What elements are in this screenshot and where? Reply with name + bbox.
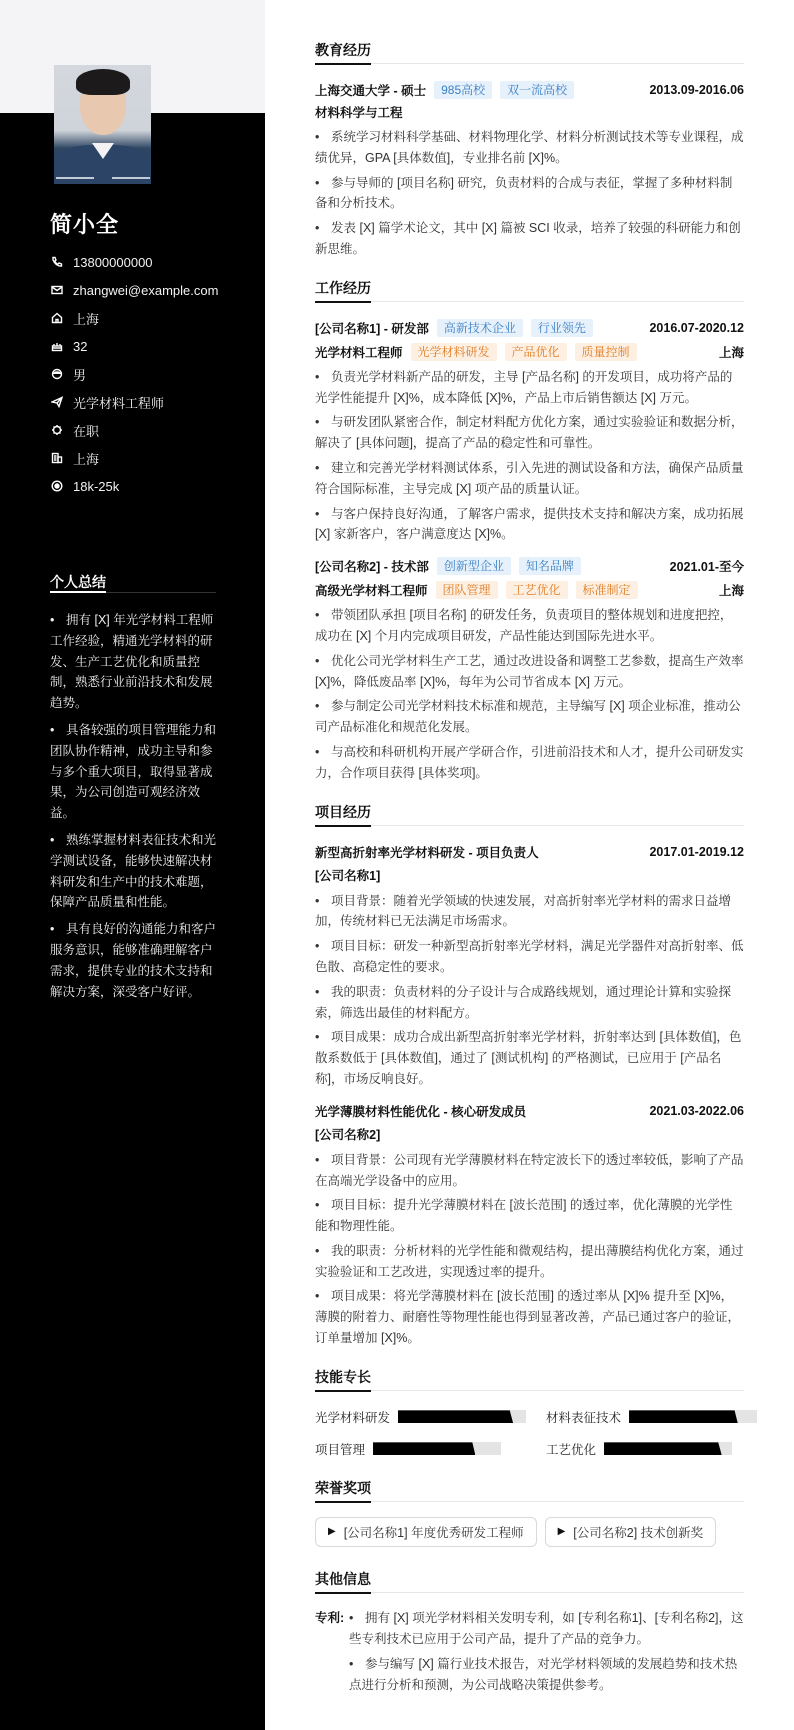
building-icon [50, 451, 64, 465]
candidate-name: 简小全 [50, 212, 120, 237]
section-title: 工作经历 [315, 279, 371, 296]
list-item: • 项目目标：研发一种新型高折射率光学材料，满足光学器件对高折射率、低色散、高稳定性的要求。 [315, 939, 744, 974]
work-entry [315, 317, 744, 545]
award-item[interactable]: ▶ [公司名称2] 技术创新奖 [545, 1517, 717, 1547]
list-item: • 项目目标：提升光学薄膜材料在 [波长范围] 的透过率，优化薄膜的光学性能和物理性能。 [315, 1198, 733, 1234]
project-company: [公司名称2] [315, 1127, 381, 1142]
contact-gender: 男 [50, 360, 218, 388]
date-range: 2021.03-2022.06 [649, 1103, 744, 1118]
gender-icon [50, 367, 64, 381]
list-item: • 参与导师的 [项目名称] 研究，负责材料的合成与表征，掌握了多种材料制备和分析技术。 [315, 175, 733, 211]
divider [315, 1501, 744, 1503]
job-title: 高级光学材料工程师 [315, 584, 428, 599]
send-icon [50, 395, 64, 409]
contact-position: 光学材料工程师 [50, 388, 218, 416]
award-item[interactable]: ▶ [公司名称1] 年度优秀研发工程师 [315, 1517, 537, 1547]
list-item: • 具有良好的沟通能力和客户服务意识，能够准确理解客户需求，提供专业的技术支持和解决方案，深受客户好评。 [50, 922, 217, 999]
divider [315, 63, 744, 65]
patent-label: 专利: [315, 1610, 345, 1625]
skill-item: 材料表征技术 [546, 1406, 757, 1428]
phone-icon [50, 255, 64, 269]
contact-email: zhangwei@example.com [50, 276, 218, 304]
job-location: 上海 [718, 584, 744, 599]
company-tag: 知名品牌 [519, 557, 581, 575]
summary-list [50, 610, 216, 1008]
list-item: • 熟练掌握材料表征技术和光学测试设备，能够快速解决材料研发和生产中的技术难题，保障产品质量和性能。 [50, 832, 217, 910]
divider [315, 1592, 744, 1594]
section-title: 荣誉奖项 [315, 1479, 371, 1496]
work-section [315, 278, 744, 784]
skill-item: 工艺优化 [546, 1438, 757, 1460]
role-tag: 质量控制 [575, 343, 637, 361]
contact-salary: 18k-25k [50, 472, 218, 500]
contact-status: 在职 [50, 416, 218, 444]
project-entry [315, 1100, 744, 1349]
list-item: • 系统学习材料科学基础、材料物理化学、材料分析测试技术等专业课程，成绩优异，GPA [具体数值]，专业排名前 [X]%。 [315, 130, 744, 165]
list-item: • 负责光学材料新产品的研发，主导 [产品名称] 的开发项目，成功将产品的光学性能提升 [X]%，成本降低 [X]%，产品上市后销售额达 [X] 万元。 [315, 369, 733, 405]
list-item: • 与高校和科研机构开展产学研合作，引进前沿技术和人才，提升公司研发实力，合作项目获得 [具体奖项]。 [315, 744, 744, 780]
project-name: 新型高折射率光学材料研发 - 项目负责人 [315, 845, 539, 860]
money-icon [50, 479, 64, 493]
divider [315, 825, 744, 827]
project-entry [315, 841, 744, 1090]
school-tag: 双一流高校 [500, 81, 574, 99]
home-icon [50, 311, 64, 325]
company-tag: 高新技术企业 [437, 319, 523, 337]
project-company: [公司名称1] [315, 868, 381, 883]
list-item: • 参与编写 [X] 篇行业技术报告，对光学材料领域的发展趋势和技术热点进行分析和预测，为公司战略决策提供参考。 [349, 1657, 738, 1693]
list-item: • 优化公司光学材料生产工艺，通过改进设备和调整工艺参数，提高生产效率 [X]%，降低废品率 [X]%，每年为公司节省成本 [X] 万元。 [315, 653, 744, 689]
divider-accent [50, 591, 106, 593]
list-item: • 与客户保持良好沟通，了解客户需求，提供技术支持和解决方案，成功拓展 [X] 家新客户，客户满意度达 [X]%。 [315, 506, 744, 542]
role-tag: 标准制定 [576, 581, 638, 599]
skill-item: 光学材料研发 [315, 1406, 526, 1428]
skill-item: 项目管理 [315, 1438, 526, 1460]
list-item: • 拥有 [X] 年光学材料工程师工作经验，精通光学材料的研发、生产工艺优化和质量控制，熟悉行业前沿技术和发展趋势。 [50, 613, 214, 711]
mail-icon [50, 283, 64, 297]
skills-section [315, 1367, 744, 1460]
list-item: • 与研发团队紧密合作，制定材料配方优化方案，通过实验验证和数据分析，解决了 [具体问题]，提高了产品的稳定性和可靠性。 [315, 415, 744, 451]
summary-title: 个人总结 [50, 574, 106, 590]
list-item: • 项目背景：公司现有光学薄膜材料在特定波长下的透过率较低，影响了产品在高端光学设备中的应用。 [315, 1152, 744, 1188]
avatar [54, 65, 151, 184]
school-name: 上海交通大学 - 硕士 [315, 84, 427, 98]
cake-icon [50, 339, 64, 353]
list-item: • 具备较强的项目管理能力和团队协作精神，成功主导和参与多个重大项目，取得显著成果，为公司创造可观经济效益。 [50, 722, 217, 821]
education-entry [315, 79, 744, 260]
divider [315, 301, 744, 303]
company-tag: 创新型企业 [437, 557, 511, 575]
sidebar [0, 0, 265, 1730]
job-title: 光学材料工程师 [315, 345, 403, 360]
company-name: [公司名称1] - 研发部 [315, 321, 429, 336]
projects-section [315, 802, 744, 1349]
school-tag: 985高校 [434, 81, 492, 99]
divider [315, 1390, 744, 1392]
major: 材料科学与工程 [315, 106, 403, 120]
company-tag: 行业领先 [531, 319, 593, 337]
list-item: • 项目背景：随着光学领域的快速发展，对高折射率光学材料的需求日益增加，传统材料已无法满足市场需求。 [315, 893, 732, 929]
main-content [315, 40, 744, 1701]
skill-bar [373, 1442, 501, 1455]
date-range: 2013.09-2016.06 [649, 83, 744, 97]
education-section [315, 40, 744, 260]
section-title: 项目经历 [315, 803, 371, 820]
job-location: 上海 [718, 345, 744, 360]
section-title: 教育经历 [315, 42, 371, 58]
role-tag: 工艺优化 [506, 581, 568, 599]
status-icon [50, 423, 64, 437]
other-section [315, 1569, 744, 1701]
section-title: 技能专长 [315, 1368, 371, 1385]
project-name: 光学薄膜材料性能优化 - 核心研发成员 [315, 1104, 527, 1119]
play-triangle-icon: ▶ [557, 1526, 566, 1538]
list-item: • 项目成果：将光学薄膜材料在 [波长范围] 的透过率从 [X]% 提升至 [X]%，薄膜的附着力、耐磨性等物理性能也得到显著改善，产品已通过客户的验证，订单量增加 [X]%。 [315, 1289, 741, 1346]
role-tag: 光学材料研发 [411, 343, 497, 361]
contact-phone: 13800000000 [50, 248, 218, 276]
section-title: 其他信息 [315, 1570, 371, 1587]
date-range: 2016.07-2020.12 [649, 320, 744, 335]
list-item: • 我的职责：负责材料的分子设计与合成路线规划，通过理论计算和实验探索，筛选出最佳的材料配方。 [315, 984, 732, 1020]
contact-list [50, 248, 218, 500]
list-item: • 项目成果：成功合成出新型高折射率光学材料，折射率达到 [具体数值]，色散系数低于 [具体数值]，通过了 [测试机构] 的严格测试，已应用于 [产品名称]，市场反响良好。 [315, 1030, 742, 1086]
play-triangle-icon: ▶ [328, 1526, 336, 1538]
date-range: 2021.01-至今 [669, 560, 744, 575]
list-item: • 带领团队承担 [项目名称] 的研发任务，负责项目的整体规划和进度把控，成功在 [X] 个月内完成项目研发，产品性能达到国际先进水平。 [315, 608, 733, 643]
contact-age: 32 [50, 332, 218, 360]
list-item: • 我的职责：分析材料的光学性能和微观结构，提出薄膜结构优化方案，通过实验验证和工艺改进，实现透过率的提升。 [315, 1243, 744, 1279]
contact-residence: 上海 [50, 304, 218, 332]
skill-bar [629, 1410, 757, 1423]
list-item: • 建立和完善光学材料测试体系，引入先进的测试设备和方法，确保产品质量符合国际标准，主导完成 [X] 项产品的质量认证。 [315, 460, 744, 496]
role-tag: 团队管理 [436, 581, 498, 599]
work-entry [315, 555, 744, 783]
list-item: • 发表 [X] 篇学术论文，其中 [X] 篇被 SCI 收录，培养了较强的科研能力和创新思维。 [315, 221, 741, 256]
contact-work-city: 上海 [50, 444, 218, 472]
role-tag: 产品优化 [505, 343, 567, 361]
skill-bar [604, 1442, 732, 1455]
date-range: 2017.01-2019.12 [649, 844, 744, 859]
list-item: • 拥有 [X] 项光学材料相关发明专利，如 [专利名称1]、[专利名称2]，这些专利技术已应用于公司产品，提升了产品的竞争力。 [349, 1610, 744, 1646]
list-item: • 参与制定公司光学材料技术标准和规范，主导编写 [X] 项企业标准，推动公司产品标准化和规范化发展。 [315, 699, 741, 735]
skill-bar [398, 1410, 526, 1423]
company-name: [公司名称2] - 技术部 [315, 560, 429, 575]
honors-section [315, 1478, 744, 1547]
